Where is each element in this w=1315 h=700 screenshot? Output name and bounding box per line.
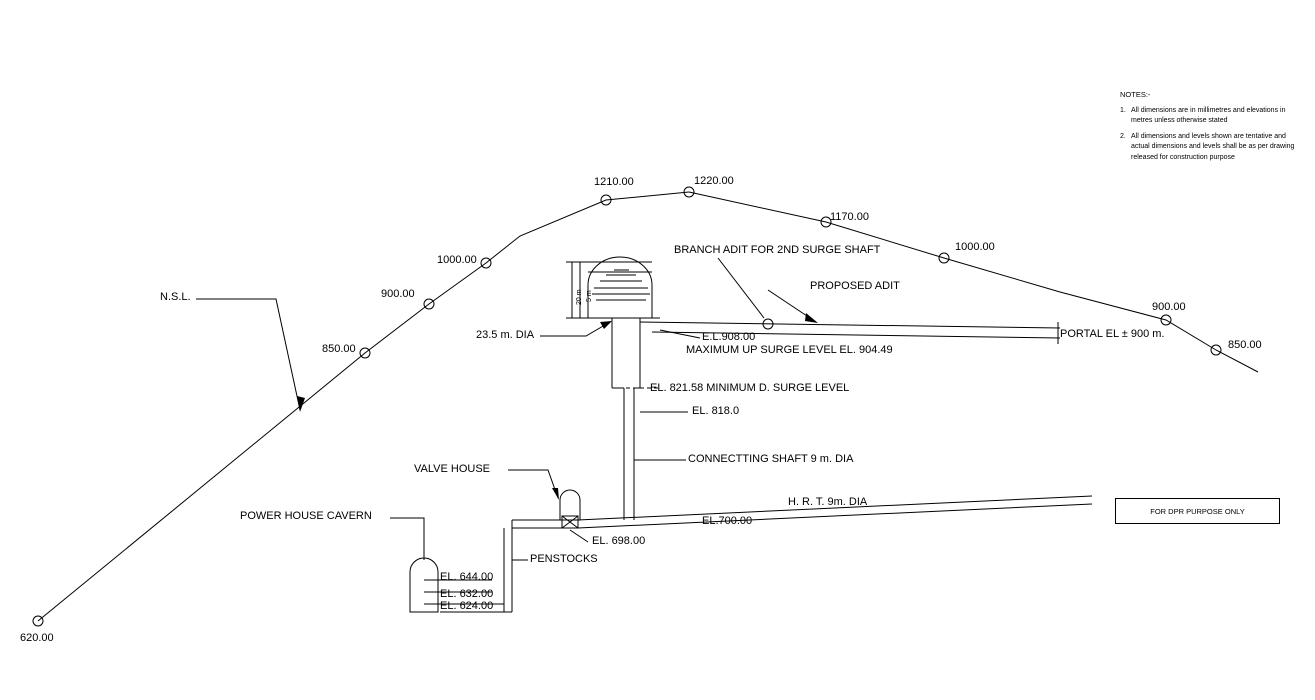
dim-20m-label: 20 m bbox=[576, 289, 583, 305]
valve-house bbox=[560, 490, 580, 528]
nsl-point-label-1170: 1170.00 bbox=[830, 211, 869, 223]
nsl-point-label-620: 620.00 bbox=[20, 632, 54, 644]
nsl-point-label-900-left: 900.00 bbox=[381, 288, 415, 300]
dim-5m-label: 5 m bbox=[586, 290, 593, 302]
power-house-label: POWER HOUSE CAVERN bbox=[240, 510, 372, 522]
proposed-adit-label: PROPOSED ADIT bbox=[810, 280, 900, 292]
valve-house-label: VALVE HOUSE bbox=[414, 463, 491, 475]
branch-adit-leader bbox=[718, 258, 764, 318]
nsl-point-label-1000-right: 1000.00 bbox=[955, 241, 995, 253]
nsl-leader bbox=[196, 299, 300, 410]
el-632-label: EL. 632.00 bbox=[440, 588, 494, 600]
max-up-surge-label: MAXIMUM UP SURGE LEVEL EL. 904.49 bbox=[686, 344, 893, 356]
surge-shaft-body bbox=[612, 318, 660, 520]
note-text: All dimensions and levels shown are tentative and actual dimensions and levels shall be as per drawing released for construction purpose bbox=[1131, 133, 1295, 161]
note-number: 2. bbox=[1120, 133, 1126, 141]
portal-label: PORTAL EL ± 900 m. bbox=[1060, 328, 1165, 340]
nsl-point-label-1220: 1220.00 bbox=[694, 175, 734, 187]
valve-house-leader bbox=[508, 470, 558, 498]
notes-heading: NOTES:- bbox=[1120, 90, 1151, 99]
nsl-survey-points bbox=[33, 187, 1221, 626]
hrt-label: H. R. T. 9m. DIA bbox=[788, 496, 868, 508]
power-house-leader bbox=[390, 518, 424, 560]
note-item bbox=[1120, 106, 1295, 126]
el-908-label: E.L.908.00 bbox=[702, 331, 756, 343]
penstocks-label: PENSTOCKS bbox=[530, 553, 598, 565]
note-number: 1. bbox=[1120, 107, 1126, 114]
el-698-label: EL. 698.00 bbox=[592, 535, 646, 547]
surge-dia-label: 23.5 m. DIA bbox=[476, 329, 535, 341]
dpr-purpose-text: FOR DPR PURPOSE ONLY bbox=[1150, 506, 1245, 516]
el-700-label: EL.700.00 bbox=[702, 515, 753, 527]
surge-shaft-head bbox=[566, 257, 652, 318]
el-698-leader bbox=[570, 530, 588, 542]
connecting-shaft-label: CONNECTTING SHAFT 9 m. DIA bbox=[688, 453, 854, 465]
nsl-point-label-900-right: 900.00 bbox=[1152, 301, 1186, 313]
note-text: All dimensions are in millimetres and elevations in metres unless otherwise stated bbox=[1131, 107, 1286, 125]
nsl-point-label-850-left: 850.00 bbox=[322, 343, 356, 355]
nsl-label: N.S.L. bbox=[160, 291, 191, 303]
nsl-point-label-1210: 1210.00 bbox=[594, 176, 634, 188]
note-item bbox=[1120, 132, 1295, 162]
nsl-point-label-1000-left: 1000.00 bbox=[437, 254, 477, 266]
dia-leader bbox=[540, 322, 610, 336]
nsl-point-label-850-right: 850.00 bbox=[1228, 339, 1262, 351]
el-908-leader bbox=[660, 330, 700, 338]
el-644-label: EL. 644.00 bbox=[440, 571, 494, 583]
dpr-purpose-box bbox=[1115, 498, 1280, 524]
el-818-label: EL. 818.0 bbox=[692, 405, 740, 417]
branch-adit-label: BRANCH ADIT FOR 2ND SURGE SHAFT bbox=[674, 244, 881, 256]
min-d-surge-label: EL. 821.58 MINIMUM D. SURGE LEVEL bbox=[650, 382, 850, 394]
el-624-label: EL. 624.00 bbox=[440, 600, 494, 612]
notes-block bbox=[1120, 90, 1295, 169]
